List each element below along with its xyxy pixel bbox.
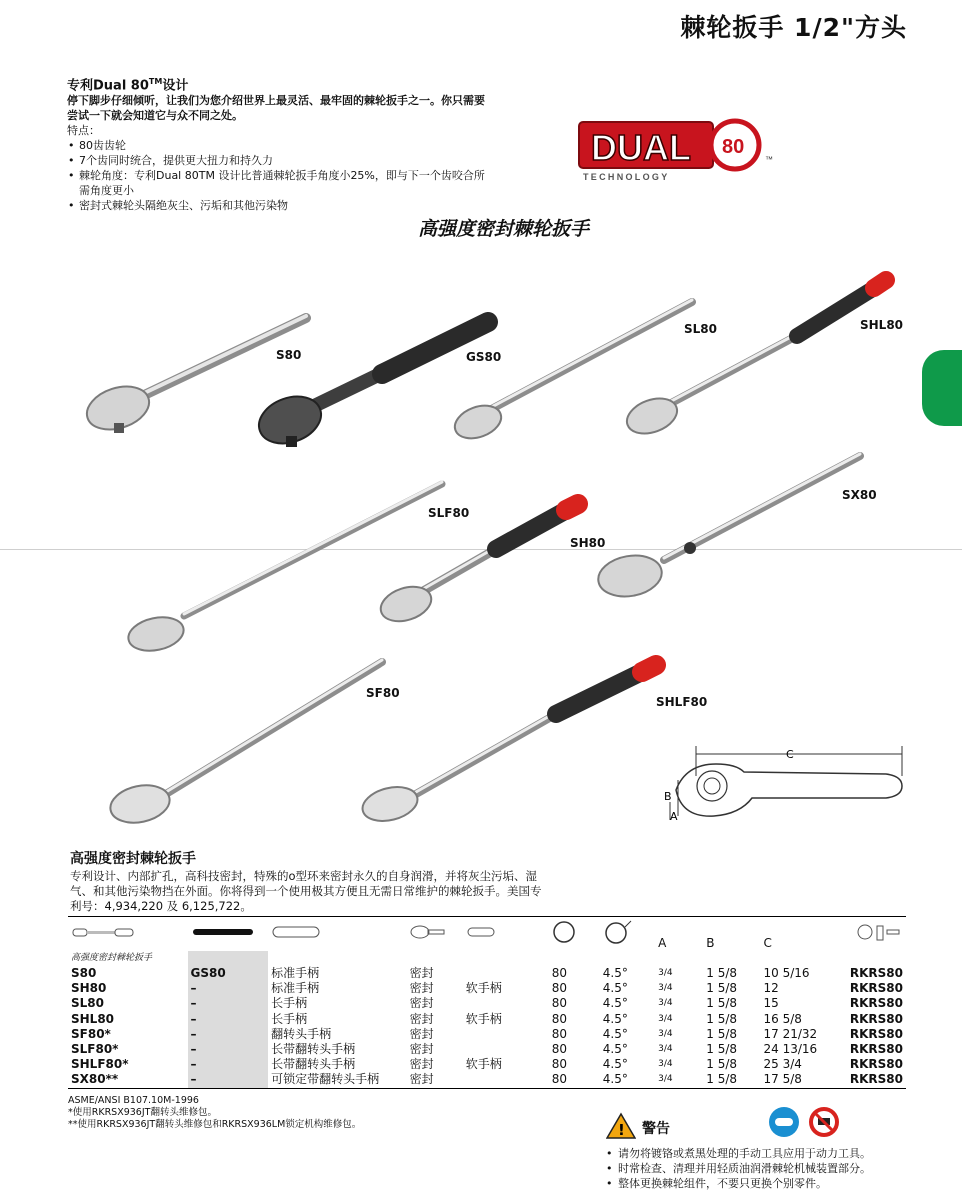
cell-c: 16 5/8 <box>763 1011 802 1026</box>
ratchet-head-icon <box>407 917 463 951</box>
section-tab[interactable] <box>922 350 962 426</box>
handle-icon <box>268 917 407 951</box>
cell-angle: 4.5° <box>602 1026 628 1041</box>
cell-b: 1 5/8 <box>706 981 738 996</box>
cell-angle: 4.5° <box>602 981 628 996</box>
intro-block <box>67 74 487 213</box>
cell-grip <box>463 996 549 1011</box>
table-row <box>68 1042 906 1057</box>
cell-desc: 长带翻转头手柄 <box>271 1042 356 1057</box>
cell-kit: RKRS80 <box>849 1042 903 1057</box>
cell-seal: 密封 <box>409 1011 434 1026</box>
cell-kit: RKRS80 <box>849 1072 903 1087</box>
cell-angle: 4.5° <box>602 1057 628 1072</box>
cell-alt: GS80 <box>188 966 269 981</box>
cell-desc: 长手柄 <box>271 1011 308 1026</box>
wrench-outline-icon <box>68 917 188 951</box>
cell-seal: 密封 <box>409 996 434 1011</box>
wrench-shl80-image <box>622 268 896 444</box>
black-wrench-icon <box>188 917 269 951</box>
logo-word: DUAL <box>591 127 691 168</box>
cell-seal: 密封 <box>409 1057 434 1072</box>
label-sh80: SH80 <box>570 536 606 550</box>
table-row <box>68 1012 906 1027</box>
cell-kit: RKRS80 <box>849 1011 903 1026</box>
cell-b: 1 5/8 <box>706 1011 738 1026</box>
cell-b: 1 5/8 <box>706 996 738 1011</box>
cell-teeth: 80 <box>551 1072 567 1087</box>
cell-c: 17 21/32 <box>763 1026 818 1041</box>
label-gs80: GS80 <box>466 350 502 364</box>
cell-alt: – <box>188 1042 269 1057</box>
cell-angle: 4.5° <box>602 1072 628 1087</box>
cell-grip <box>463 966 549 981</box>
cell-grip: 软手柄 <box>465 1011 502 1026</box>
features-list <box>67 138 487 213</box>
dual80-logo <box>577 118 777 184</box>
cell-sku: SHLF80* <box>71 1057 129 1072</box>
angle-circle-icon <box>600 917 655 951</box>
svg-text:!: ! <box>618 1121 625 1139</box>
cell-sku: S80 <box>71 966 97 981</box>
category-label: 高强度密封棘轮扳手 <box>71 953 153 963</box>
header-c: C <box>763 936 772 950</box>
section2-title: 高强度密封棘轮扳手 <box>70 851 196 867</box>
warning-item: • 请勿将镀铬或煮黑处理的手动工具应用于动力工具。 <box>606 1146 946 1161</box>
cell-kit: RKRS80 <box>849 966 903 981</box>
cell-b: 1 5/8 <box>706 1042 738 1057</box>
cell-a: 3/4 <box>658 968 673 979</box>
warning-title: 警告 <box>642 1121 670 1137</box>
cell-seal: 密封 <box>409 1026 434 1041</box>
warning-triangle-icon <box>606 1112 636 1140</box>
spec-table <box>68 916 906 1089</box>
category-row <box>68 951 906 966</box>
cell-teeth: 80 <box>551 966 567 981</box>
cell-a: 3/4 <box>658 1013 673 1024</box>
cell-grip <box>463 1042 549 1057</box>
cell-angle: 4.5° <box>602 1011 628 1026</box>
cell-teeth: 80 <box>551 996 567 1011</box>
cell-angle: 4.5° <box>602 996 628 1011</box>
cell-angle: 4.5° <box>602 1042 628 1057</box>
cell-seal: 密封 <box>409 1042 434 1057</box>
label-shlf80: SHLF80 <box>656 695 708 709</box>
table-row <box>68 1027 906 1042</box>
cell-alt: – <box>188 1072 269 1087</box>
diagram-label-c: C <box>786 748 794 761</box>
cell-desc: 长带翻转头手柄 <box>271 1057 356 1072</box>
cell-a: 3/4 <box>658 983 673 994</box>
feature-item: • 棘轮角度：专利Dual 80TM 设计比普通棘轮扳手角度小25%，即与下一个齿咬合所需角度更小 <box>79 168 487 198</box>
teeth-circle-icon <box>549 917 600 951</box>
cell-seal: 密封 <box>409 966 434 981</box>
intro-heading-tm: TM <box>148 77 163 86</box>
cell-alt: – <box>188 981 269 996</box>
cell-angle: 4.5° <box>602 966 628 981</box>
footnote: *使用RKRSX936JT翻转头维修包。 <box>68 1107 217 1118</box>
no-power-tool-icon <box>808 1106 840 1138</box>
warning-item: • 时常检查、清理并用轻质油润滑棘轮机械装置部分。 <box>606 1161 946 1176</box>
footnote: ASME/ANSI B107.10M-1996 <box>68 1095 199 1106</box>
cell-grip: 软手柄 <box>465 981 502 996</box>
cell-c: 10 5/16 <box>763 966 810 981</box>
cell-desc: 长手柄 <box>271 996 308 1011</box>
intro-body: 停下脚步仔细倾听，让我们为您介绍世界上最灵活、最牢固的棘轮扳手之一。你只需要尝试一下就会知道它与众不同之处。 <box>67 94 485 123</box>
cell-grip: 软手柄 <box>465 1057 502 1072</box>
diagram-label-a: A <box>670 810 678 823</box>
cell-a: 3/4 <box>658 1028 673 1039</box>
cell-sku: SX80** <box>71 1072 119 1087</box>
cell-desc: 翻转头手柄 <box>271 1026 332 1041</box>
cell-grip <box>463 1072 549 1087</box>
cell-c: 17 5/8 <box>763 1072 802 1087</box>
table-row <box>68 996 906 1011</box>
cell-a: 3/4 <box>658 1044 673 1055</box>
cell-teeth: 80 <box>551 981 567 996</box>
table-row <box>68 981 906 996</box>
cell-alt: – <box>188 1057 269 1072</box>
cell-c: 24 13/16 <box>763 1042 818 1057</box>
cell-seal: 密封 <box>409 1072 434 1087</box>
warning-header <box>606 1112 946 1146</box>
table-row <box>68 966 906 981</box>
cell-sku: SH80 <box>71 981 107 996</box>
header-a: A <box>658 936 667 950</box>
wrench-sf80-image <box>106 654 390 832</box>
eye-protection-icon <box>768 1106 800 1138</box>
cell-kit: RKRS80 <box>849 981 903 996</box>
cell-kit: RKRS80 <box>849 1057 903 1072</box>
warning-item: • 整体更换棘轮组件，不要只更换个别零件。 <box>606 1176 946 1191</box>
cell-seal: 密封 <box>409 981 434 996</box>
feature-item: • 80齿齿轮 <box>79 138 487 153</box>
wrench-sh80-image <box>378 494 590 624</box>
cell-desc: 标准手柄 <box>271 981 320 996</box>
cell-teeth: 80 <box>551 1011 567 1026</box>
feature-item: • 密封式棘轮头隔绝灰尘、污垢和其他污染物 <box>79 198 487 213</box>
warning-list <box>606 1146 946 1191</box>
cell-c: 12 <box>763 981 779 996</box>
cell-alt: – <box>188 1012 269 1027</box>
header-b: B <box>706 936 715 950</box>
label-sf80: SF80 <box>366 686 400 700</box>
table-row <box>68 1072 906 1087</box>
cell-sku: SF80* <box>71 1026 111 1041</box>
cell-b: 1 5/8 <box>706 1057 738 1072</box>
cell-alt: – <box>188 996 269 1011</box>
logo-tagline: TECHNOLOGY <box>583 172 670 182</box>
gallery-title: 高强度密封棘轮扳手 <box>418 218 590 240</box>
cell-teeth: 80 <box>551 1026 567 1041</box>
cell-b: 1 5/8 <box>706 1072 738 1087</box>
intro-heading-suffix: 设计 <box>162 78 189 94</box>
cell-teeth: 80 <box>551 1042 567 1057</box>
grip-icon <box>463 917 549 951</box>
wrench-sx80-image <box>594 448 868 604</box>
logo-number: 80 <box>722 136 745 158</box>
cell-a: 3/4 <box>658 998 673 1009</box>
logo-tm: ™ <box>765 155 773 164</box>
warning-box <box>606 1112 946 1191</box>
cell-b: 1 5/8 <box>706 1026 738 1041</box>
kit-icon <box>847 917 906 951</box>
footnote: **使用RKRSX936JT翻转头维修包和RKRSX936LM锁定机构维修包。 <box>68 1119 362 1130</box>
label-slf80: SLF80 <box>428 506 470 520</box>
page-title: 棘轮扳手 1/2"方头 <box>680 13 907 42</box>
cell-desc: 可锁定带翻转头手柄 <box>271 1072 380 1087</box>
intro-heading <box>67 74 487 93</box>
diagram-label-b: B <box>664 790 672 803</box>
cell-c: 25 3/4 <box>763 1057 802 1072</box>
dimension-diagram <box>656 740 908 830</box>
feature-item: • 7个齿同时统合，提供更大扭力和持久力 <box>79 153 487 168</box>
icon-row <box>68 917 906 951</box>
intro-heading-text: 专利Dual 80 <box>67 78 149 94</box>
cell-alt: – <box>188 1027 269 1042</box>
cell-c: 15 <box>763 996 779 1011</box>
cell-teeth: 80 <box>551 1057 567 1072</box>
cell-a: 3/4 <box>658 1074 673 1085</box>
label-s80: S80 <box>276 348 302 362</box>
cell-kit: RKRS80 <box>849 996 903 1011</box>
cell-grip <box>463 1027 549 1042</box>
cell-a: 3/4 <box>658 1059 673 1070</box>
cell-sku: SHL80 <box>71 1011 115 1026</box>
cell-sku: SLF80* <box>71 1042 119 1057</box>
cell-b: 1 5/8 <box>706 966 738 981</box>
table-row <box>68 1057 906 1072</box>
label-shl80: SHL80 <box>860 318 904 332</box>
section2-body: 专利设计、内部扩孔，高科技密封，特殊的o型环来密封永久的自身润滑，并将灰尘污垢、湿气、和其他污染物挡在外面。你将得到一个使用极其方便且无需日常维护的棘轮扳手。美国专利号：4,934,220 及 6,125,722。 <box>70 869 542 913</box>
cell-sku: SL80 <box>71 996 104 1011</box>
wrench-shlf80-image <box>360 654 666 832</box>
label-sx80: SX80 <box>842 488 877 502</box>
label-sl80: SL80 <box>684 322 717 336</box>
footnotes <box>68 1095 361 1131</box>
features-label: 特点： <box>67 124 100 138</box>
cell-kit: RKRS80 <box>849 1026 903 1041</box>
cell-desc: 标准手柄 <box>271 966 320 981</box>
